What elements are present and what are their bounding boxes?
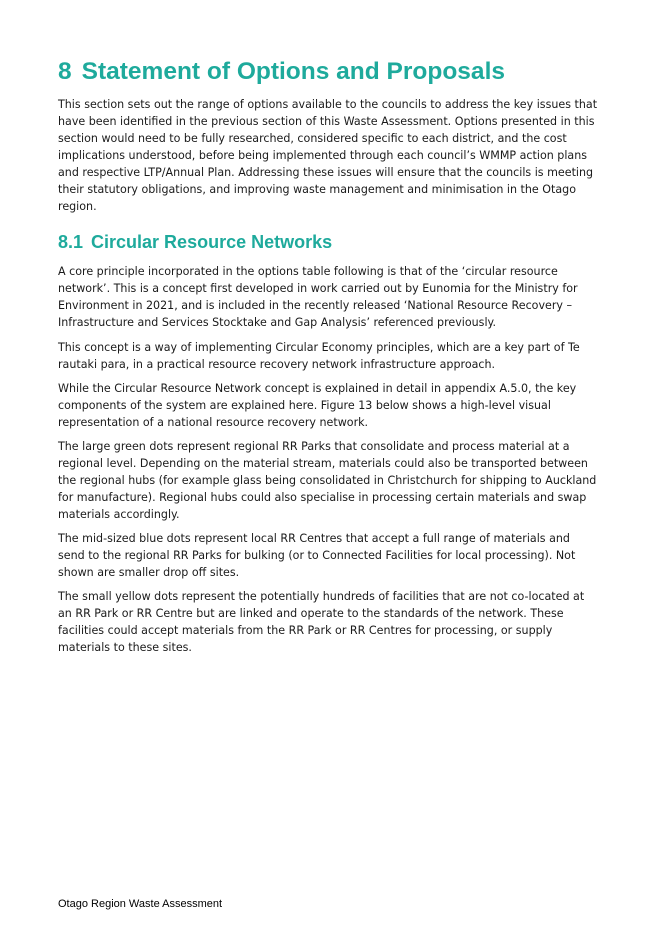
subsection-heading <box>58 231 598 253</box>
body-paragraph: A core principle incorporated in the options table following is that of the ‘circular resource network’. This is a concept first developed in work carried out by Eunomia for the Ministry for Environment in 2021, and is included in the recently released ‘National Resource Recovery – Infrastructure and Services Stocktake and Gap Analysis’ referenced previously. <box>58 265 578 330</box>
document-page <box>58 58 598 663</box>
page-footer: Otago Region Waste Assessment <box>58 898 223 910</box>
section-title: Statement of Options and Proposals <box>81 58 505 85</box>
body-paragraph: The mid-sized blue dots represent local RR Centres that accept a full range of materials and send to the regional RR Parks for bulking (or to Connected Facilities for local processing). Not shown are smaller drop off sites. <box>58 531 576 580</box>
body-paragraph: The small yellow dots represent the potentially hundreds of facilities that are not co-located at an RR Park or RR Centre but are linked and operate to the standards of the network. These facilities could accept materials from the RR Park or RR Centres for processing, or supply materials to these sites. <box>58 590 585 655</box>
body-paragraph: This concept is a way of implementing Circular Economy principles, which are a key part of Te rautaki para, in a practical resource recovery network infrastructure approach. <box>58 340 580 371</box>
section-intro-paragraph: This section sets out the range of options available to the councils to address the key issues that have been identified in the previous section of this Waste Assessment. Options presented in this section would need to be fully researched, considered specific to each district, and the cost implications understood, before being implemented through each council’s WMMP action plans and respective LTP/Annual Plan. Addressing these issues will ensure that the councils is meeting their statutory obligations, and improving waste management and minimisation in the Otago region. <box>58 98 598 214</box>
section-heading <box>58 58 598 86</box>
body-paragraph: The large green dots represent regional RR Parks that consolidate and process material at a regional level. Depending on the material stream, materials could also be transported between the regional hubs (for example glass being consolidated in Christchurch for shipping to Auckland for manufacture). Regional hubs could also specialise in processing certain materials and swap materials accordingly. <box>58 439 597 521</box>
subsection-number: 8.1 <box>58 232 84 253</box>
subsection-title: Circular Resource Networks <box>91 232 333 253</box>
section-number: 8 <box>58 58 72 85</box>
body-paragraph: While the Circular Resource Network concept is explained in detail in appendix A.5.0, the key components of the system are explained here. Figure 13 below shows a high-level visual representation of a national resource recovery network. <box>58 381 577 429</box>
